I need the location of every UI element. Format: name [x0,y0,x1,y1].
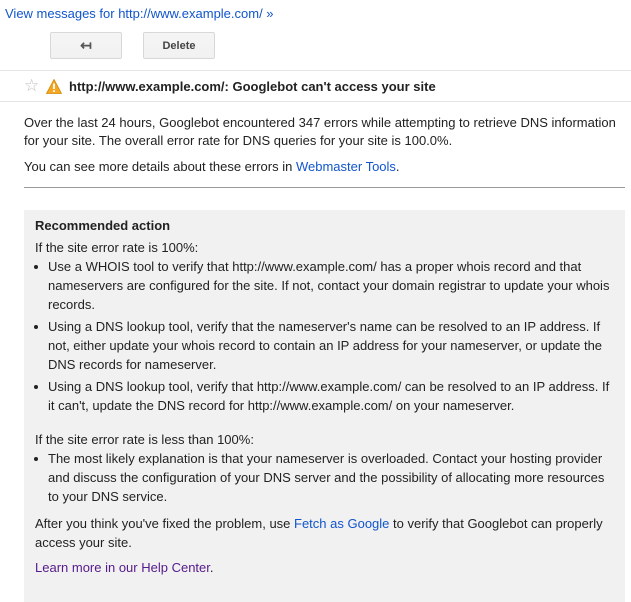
action-list-less-100 [35,449,615,506]
action-list-100 [35,257,615,415]
back-arrow-icon: ↤ [80,37,92,53]
warning-icon [46,79,62,94]
condition-100: If the site error rate is 100%: [35,240,199,255]
help-line [35,558,615,577]
back-button[interactable] [50,32,122,59]
message-subject: http://www.example.com/: Googlebot can't access your site [69,79,436,94]
list-item: Use a WHOIS tool to verify that http://www.example.com/ has a proper whois record and that nameservers are configured for the site. If not, contact your domain registrar to update your whois records. [35,257,615,314]
subject-row [0,70,631,102]
panel-title: Recommended action [35,218,171,233]
delete-button[interactable]: Delete [143,32,215,59]
message-body [24,114,624,184]
list-item: Using a DNS lookup tool, verify that http://www.example.com/ can be resolved to an IP address. If it can't, update the DNS record for http://www.example.com/ on your nameserver. [35,377,615,415]
closing-suffix: to verify that Googlebot can properly access your site. [35,516,603,550]
star-icon[interactable]: ☆ [24,76,40,95]
help-center-link[interactable]: Learn more in our Help Center [35,560,210,575]
view-messages-link[interactable]: View messages for http://www.example.com/ » [5,6,274,21]
closing-text [35,514,615,552]
toolbar [50,32,215,59]
divider [24,187,625,188]
list-item: Using a DNS lookup tool, verify that the nameserver's name can be resolved to an IP address. If not, either update your whois record to contain an IP address for your nameserver, or update the DNS records for nameserver. [35,317,615,374]
error-summary: Over the last 24 hours, Googlebot encountered 347 errors while attempting to retrieve DNS information for your site. The overall error rate for DNS queries for your site is 100.0%. [24,115,616,148]
details-suffix: . [395,159,400,174]
details-line [24,158,624,176]
list-item: The most likely explanation is that your nameserver is overloaded. Contact your hosting provider and discuss the configuration of your DNS server and the possibility of allocating more resources to your DNS service. [35,449,615,506]
details-prefix: You can see more details about these errors in [24,159,296,174]
webmaster-tools-link[interactable]: Webmaster Tools [295,159,396,174]
condition-less-100: If the site error rate is less than 100%: [35,432,254,447]
closing-prefix: After you think you've fixed the problem, use [35,516,295,531]
fetch-as-google-link[interactable]: Fetch as Google [294,516,390,531]
help-suffix: . [209,560,214,575]
recommended-action-panel [24,210,625,602]
